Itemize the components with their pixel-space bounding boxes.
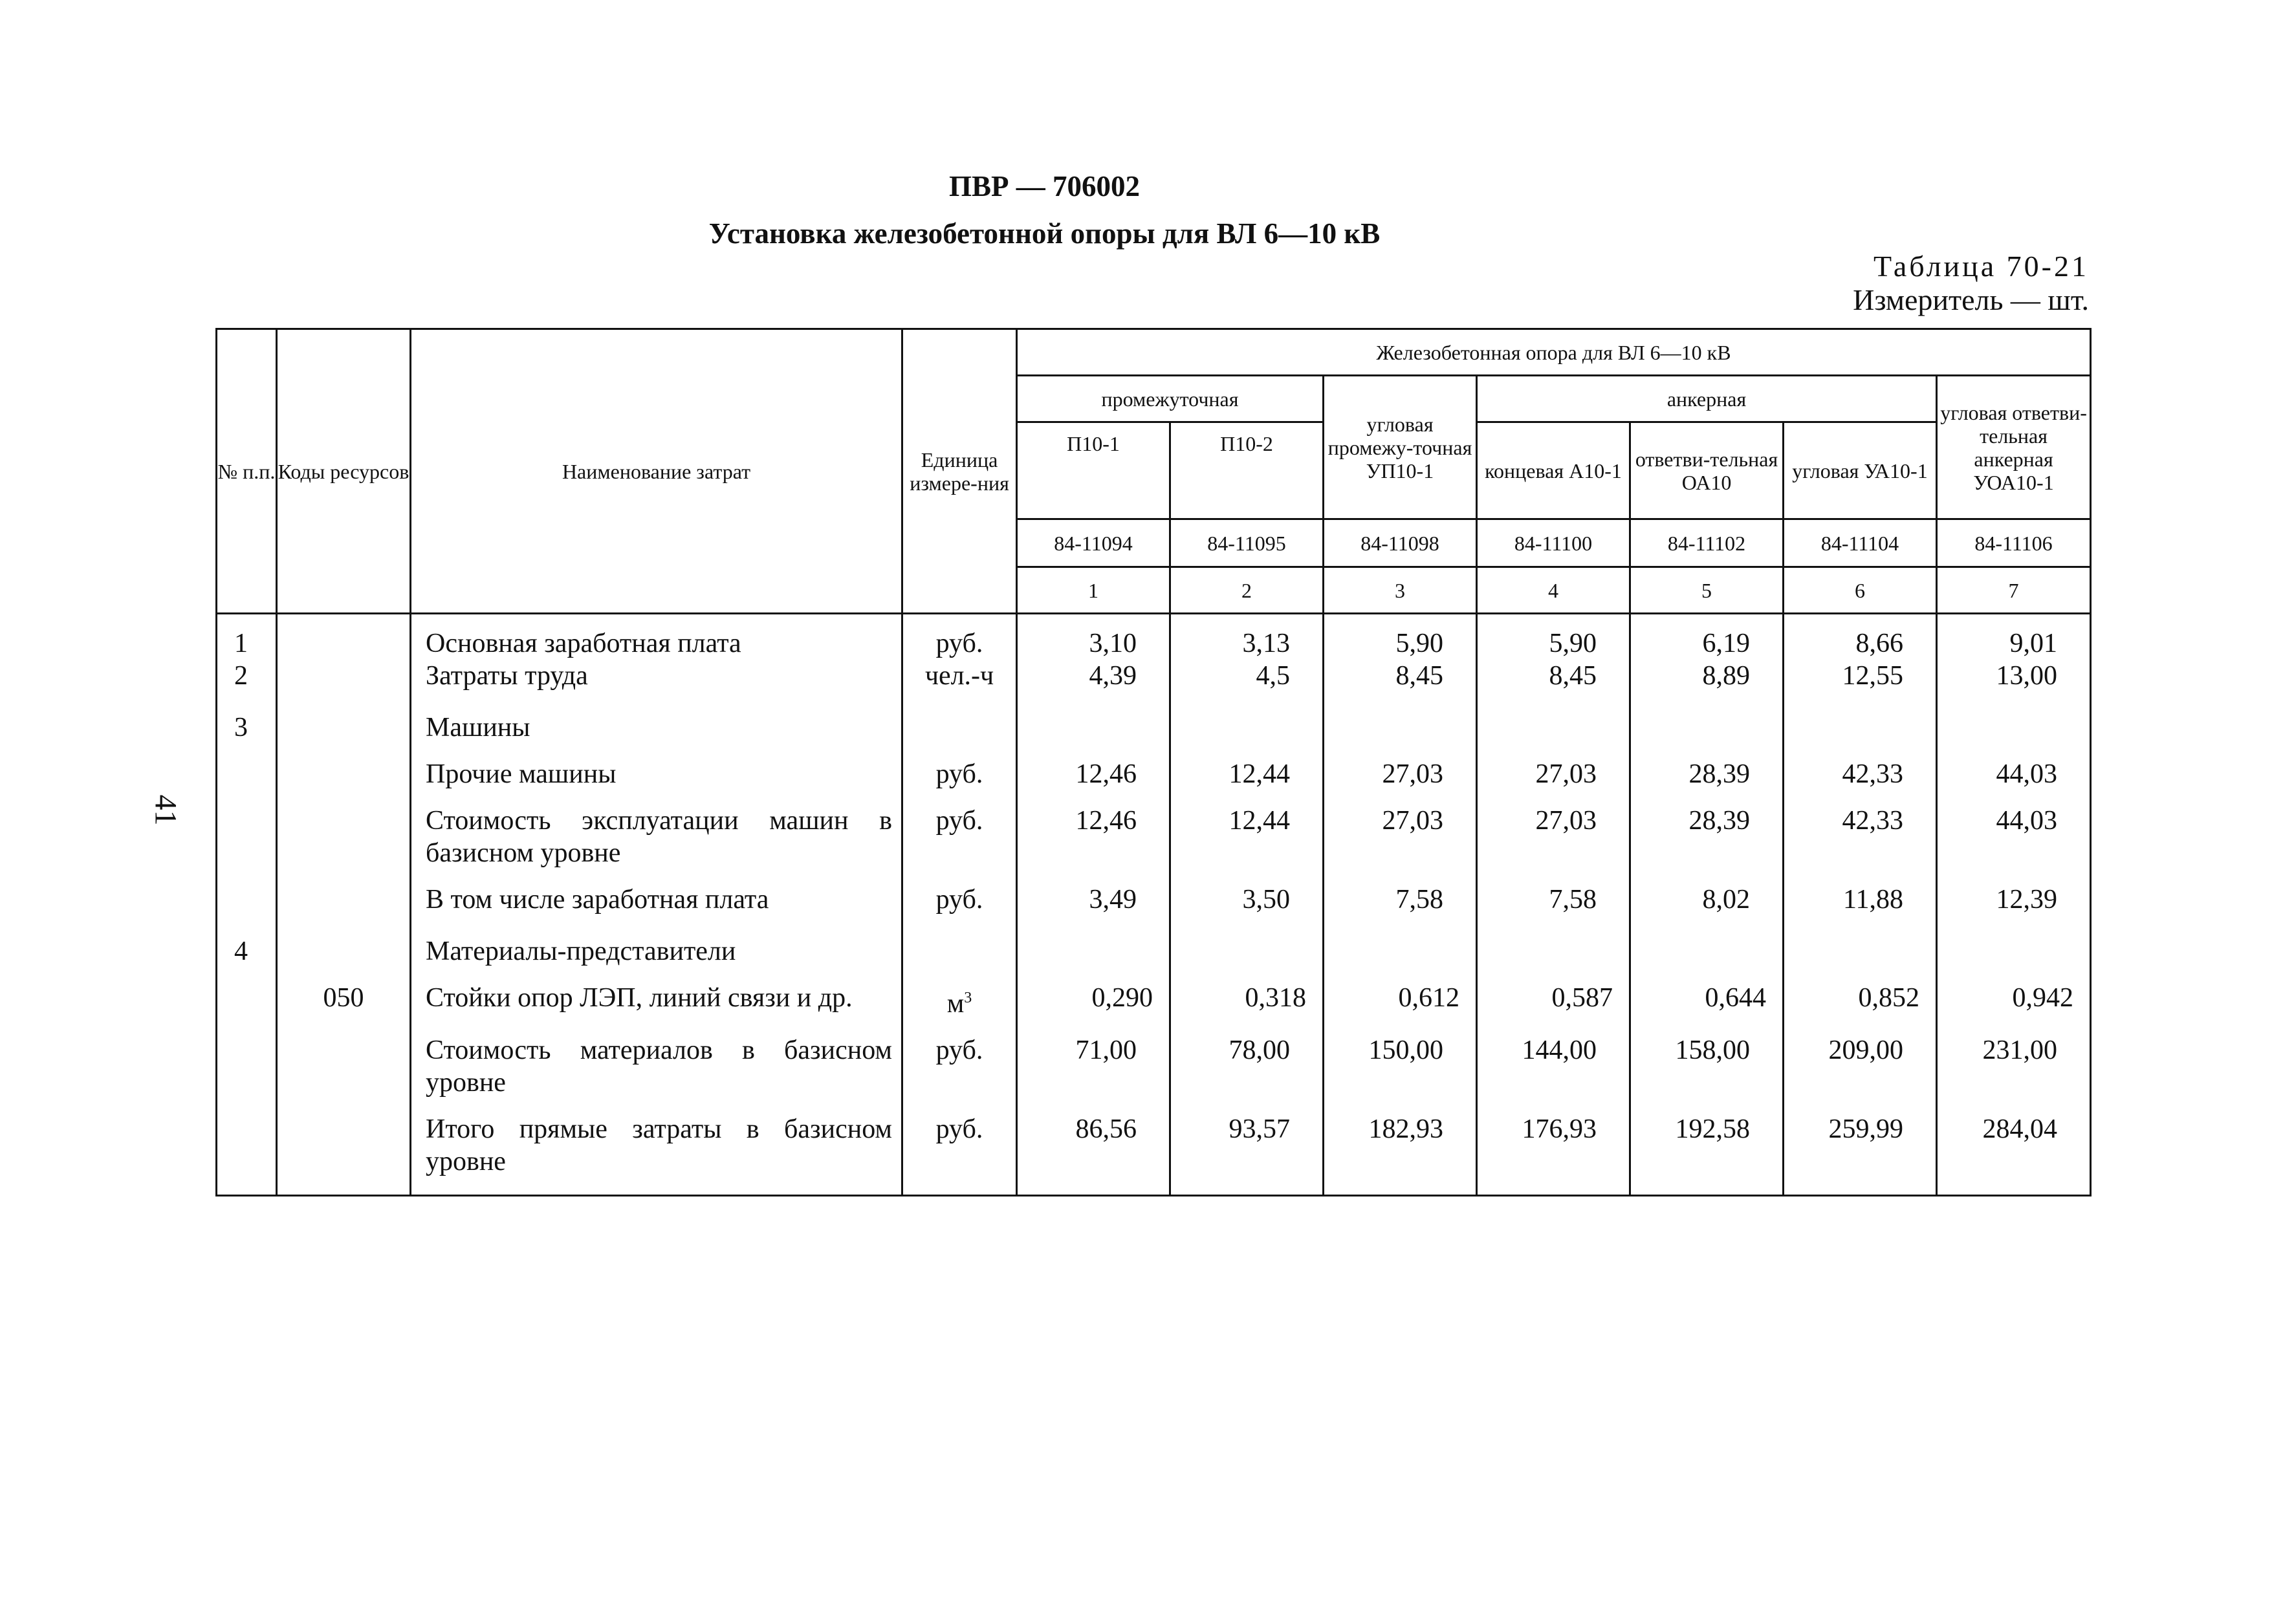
- value-cell: 3,13: [1170, 614, 1324, 660]
- value-cell: 4,5: [1170, 660, 1324, 692]
- column-index: 5: [1630, 567, 1784, 614]
- column-index: 3: [1324, 567, 1477, 614]
- cost-unit: руб.: [902, 790, 1017, 869]
- table-row: [217, 744, 2091, 790]
- value-cell: 158,00: [1630, 1020, 1784, 1099]
- value-cell: 27,03: [1477, 744, 1630, 790]
- angular-branch-anchor-header: угловая ответви-тельная анкерная УОА10-1: [1937, 376, 2091, 519]
- resource-code: 84-11094: [1017, 519, 1170, 567]
- cost-name: Затраты труда: [411, 660, 902, 692]
- resource-code: 050: [277, 968, 411, 1020]
- value-cell: 176,93: [1477, 1099, 1630, 1196]
- value-cell: 12,55: [1784, 660, 1937, 692]
- intermediate-header: промежуточная: [1017, 376, 1324, 422]
- value-cell: 192,58: [1630, 1099, 1784, 1196]
- section-title: Машины: [411, 692, 902, 744]
- value-cell: 3,50: [1170, 869, 1324, 916]
- cost-name: В том числе заработная плата: [411, 869, 902, 916]
- cost-unit: [902, 968, 1017, 1020]
- resource-code: 84-11102: [1630, 519, 1784, 567]
- unit-base: м: [946, 989, 965, 1019]
- table-number: Таблица 70-21: [1873, 250, 2089, 283]
- value-cell: 144,00: [1477, 1020, 1630, 1099]
- cost-name: Стоимость эксплуатации машин в базисном уровне: [411, 790, 902, 869]
- value-cell: 284,04: [1937, 1099, 2091, 1196]
- value-cell: 209,00: [1784, 1020, 1937, 1099]
- value-cell: 6,19: [1630, 614, 1784, 660]
- value-cell: 8,02: [1630, 869, 1784, 916]
- value-cell: 0,612: [1324, 968, 1477, 1020]
- value-cell: 28,39: [1630, 744, 1784, 790]
- value-cell: 42,33: [1784, 744, 1937, 790]
- table-row: [217, 614, 2091, 660]
- cost-name: Стоимость материалов в базисном уровне: [411, 1020, 902, 1099]
- row-num: 1: [217, 614, 277, 660]
- value-cell: 12,46: [1017, 790, 1170, 869]
- cost-unit: руб.: [902, 614, 1017, 660]
- resource-code: 84-11098: [1324, 519, 1477, 567]
- value-cell: 42,33: [1784, 790, 1937, 869]
- value-cell: 8,66: [1784, 614, 1937, 660]
- type-header: ответви-тельная ОА10: [1630, 422, 1784, 519]
- row-num: 2: [217, 660, 277, 692]
- measure-unit: Измеритель — шт.: [1853, 283, 2089, 316]
- value-cell: 12,44: [1170, 790, 1324, 869]
- value-cell: 0,942: [1937, 968, 2091, 1020]
- resource-code: 84-11095: [1170, 519, 1324, 567]
- unit-exponent: 3: [964, 990, 972, 1006]
- cost-name: Итого прямые затраты в базисном уровне: [411, 1099, 902, 1196]
- value-cell: 78,00: [1170, 1020, 1324, 1099]
- value-cell: 0,852: [1784, 968, 1937, 1020]
- value-cell: 12,44: [1170, 744, 1324, 790]
- cost-unit: руб.: [902, 1020, 1017, 1099]
- value-cell: 12,46: [1017, 744, 1170, 790]
- cost-name: Основная заработная плата: [411, 614, 902, 660]
- value-cell: 8,45: [1477, 660, 1630, 692]
- resource-code: 84-11104: [1784, 519, 1937, 567]
- value-cell: 0,644: [1630, 968, 1784, 1020]
- value-cell: 7,58: [1324, 869, 1477, 916]
- angular-intermediate-header: угловая промежу-точная УП10-1: [1324, 376, 1477, 519]
- cost-unit: чел.-ч: [902, 660, 1017, 692]
- value-cell: 5,90: [1324, 614, 1477, 660]
- document-code: ПВР — 706002: [948, 170, 1140, 202]
- value-cell: 27,03: [1477, 790, 1630, 869]
- value-cell: 3,10: [1017, 614, 1170, 660]
- column-index: 4: [1477, 567, 1630, 614]
- value-cell: 8,45: [1324, 660, 1477, 692]
- page-number: 41: [148, 794, 183, 826]
- norms-table: [215, 328, 2092, 1196]
- value-cell: 71,00: [1017, 1020, 1170, 1099]
- value-cell: 13,00: [1937, 660, 2091, 692]
- group-header: Железобетонная опора для ВЛ 6—10 кВ: [1017, 329, 2091, 376]
- value-cell: 182,93: [1324, 1099, 1477, 1196]
- table-row: [217, 692, 2091, 744]
- col-codes-header: Коды ресурсов: [277, 329, 411, 614]
- value-cell: 44,03: [1937, 744, 2091, 790]
- row-num: 3: [217, 692, 277, 744]
- type-header: угловая УА10-1: [1784, 422, 1937, 519]
- value-cell: 9,01: [1937, 614, 2091, 660]
- cost-unit: руб.: [902, 1099, 1017, 1196]
- table-row: [217, 790, 2091, 869]
- value-cell: 259,99: [1784, 1099, 1937, 1196]
- col-num-header: № п.п.: [217, 329, 277, 614]
- type-header: П10-1: [1017, 422, 1170, 519]
- value-cell: 12,39: [1937, 869, 2091, 916]
- column-index: 7: [1937, 567, 2091, 614]
- value-cell: 27,03: [1324, 790, 1477, 869]
- value-cell: 8,89: [1630, 660, 1784, 692]
- resource-code: 84-11100: [1477, 519, 1630, 567]
- value-cell: 5,90: [1477, 614, 1630, 660]
- document-title: Установка железобетонной опоры для ВЛ 6—10 кВ: [708, 217, 1381, 250]
- value-cell: 7,58: [1477, 869, 1630, 916]
- column-index: 6: [1784, 567, 1937, 614]
- col-name-header: Наименование затрат: [411, 329, 902, 614]
- section-title: Материалы-представители: [411, 916, 902, 968]
- table-row: [217, 660, 2091, 692]
- cost-name: Прочие машины: [411, 744, 902, 790]
- resource-code: 84-11106: [1937, 519, 2091, 567]
- table-row: [217, 1099, 2091, 1196]
- table-row: [217, 869, 2091, 916]
- value-cell: 3,49: [1017, 869, 1170, 916]
- cost-name: Стойки опор ЛЭП, линий связи и др.: [411, 968, 902, 1020]
- table-row: [217, 968, 2091, 1020]
- cost-unit: руб.: [902, 869, 1017, 916]
- column-index: 2: [1170, 567, 1324, 614]
- type-header: П10-2: [1170, 422, 1324, 519]
- anchor-header: анкерная: [1477, 376, 1937, 422]
- value-cell: 0,290: [1017, 968, 1170, 1020]
- value-cell: 44,03: [1937, 790, 2091, 869]
- column-index: 1: [1017, 567, 1170, 614]
- value-cell: 27,03: [1324, 744, 1477, 790]
- type-header: концевая А10-1: [1477, 422, 1630, 519]
- value-cell: 150,00: [1324, 1020, 1477, 1099]
- value-cell: 93,57: [1170, 1099, 1324, 1196]
- value-cell: 28,39: [1630, 790, 1784, 869]
- value-cell: 231,00: [1937, 1020, 2091, 1099]
- cost-unit: руб.: [902, 744, 1017, 790]
- table-row: [217, 916, 2091, 968]
- col-unit-header: Единица измере-ния: [902, 329, 1017, 614]
- value-cell: 11,88: [1784, 869, 1937, 916]
- value-cell: 86,56: [1017, 1099, 1170, 1196]
- value-cell: 0,318: [1170, 968, 1324, 1020]
- table-row: [217, 1020, 2091, 1099]
- row-num: 4: [217, 916, 277, 968]
- value-cell: 0,587: [1477, 968, 1630, 1020]
- value-cell: 4,39: [1017, 660, 1170, 692]
